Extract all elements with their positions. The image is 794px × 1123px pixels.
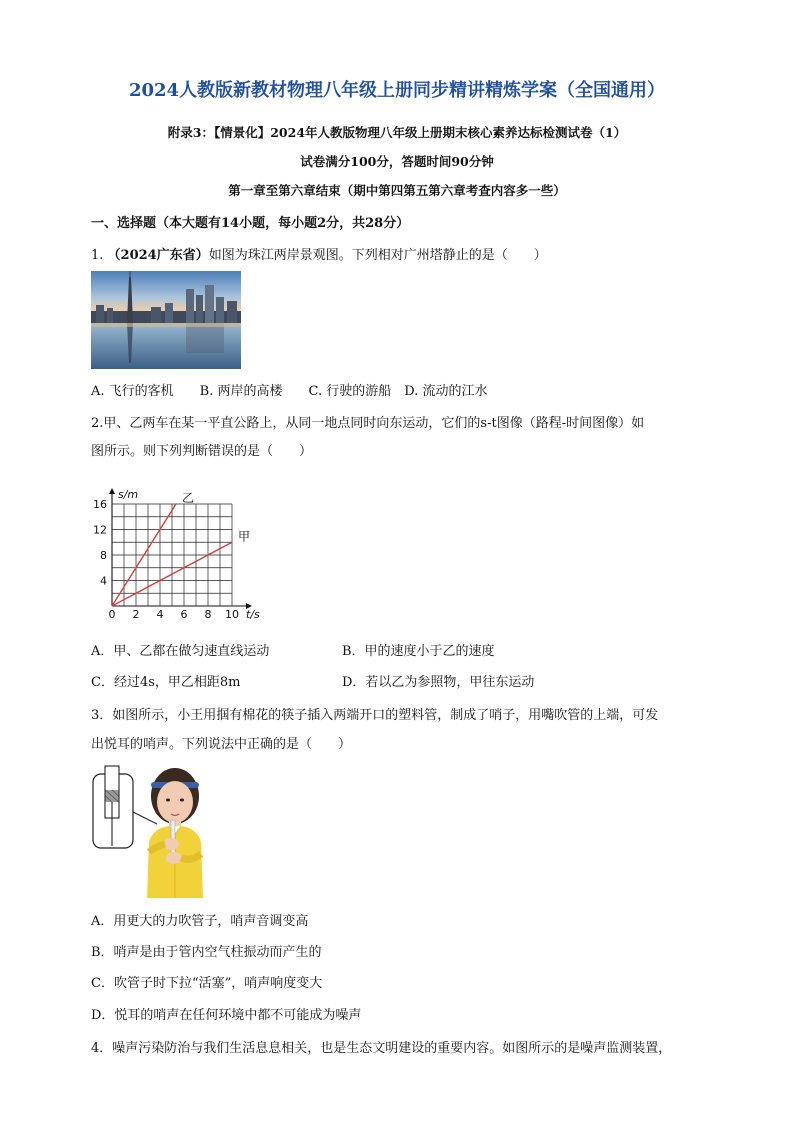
series-label: 乙 (181, 491, 194, 505)
question-2-line2: 图所示。则下列判断错误的是（ ） (91, 444, 313, 459)
question-number: 1. (91, 248, 104, 263)
y-axis-label: s/m (118, 488, 139, 501)
question-1 (91, 244, 547, 263)
y-axis-arrow (109, 488, 115, 494)
q3-option-b: B．哨声是由于管内空气柱振动而产生的 (91, 945, 322, 960)
q3-option-c: C．吹管子时下拉“活塞”，哨声响度变大 (91, 976, 323, 991)
option-c: C．经过4s，甲乙相距8m (91, 675, 241, 690)
question-3-line1: 3．如图所示，小王用掴有棉花的筷子插入两端开口的塑料管，制成了哨子，用嘴吹管的上端，可发 (91, 708, 659, 723)
y-tick-label: 12 (93, 523, 107, 537)
st-graph-svg (88, 470, 278, 620)
option-a: A．甲、乙都在做匀速直线运动 (91, 644, 270, 659)
q3-option-d: D．悦耳的哨声在任何环境中都不可能成为噪声 (91, 1008, 362, 1023)
question-1-options: A. 飞行的客机 B. 两岸的高楼 C. 行驶的游船 D. 流动的江水 (91, 384, 488, 399)
option-b: B．甲的速度小于乙的速度 (342, 644, 495, 659)
question-text-line1: 甲、乙两车在某一平直公路上，从同一地点同时向东运动，它们的s-t图像（路程-时间图像）如 (103, 416, 645, 431)
appendix-heading: 附录3：【情景化】2024年人教版物理八年级上册期末核心素养达标检测试卷（1） (167, 125, 627, 140)
section-heading: 一、选择题（本大题有14小题，每小题2分，共28分） (91, 216, 410, 231)
question-source-tag: （2024广东省） (107, 248, 209, 263)
whistle-girl-illustration (91, 762, 226, 898)
question-number: 2. (91, 416, 104, 431)
x-tick-label: 4 (156, 608, 164, 620)
y-tick-label: 8 (100, 549, 107, 562)
series-label: 甲 (238, 529, 251, 544)
question-2 (91, 412, 644, 431)
x-axis-label: t/s (246, 608, 260, 620)
exam-meta: 试卷满分100分，答题时间90分钟 (300, 154, 494, 169)
question-text: 如图为珠江两岸景观图。下列相对广州塔静止的是（ ） (208, 248, 547, 263)
st-chart (88, 470, 278, 620)
x-tick-label: 8 (204, 608, 212, 620)
x-tick-label: 2 (132, 608, 140, 620)
y-tick-label: 16 (93, 498, 107, 511)
question-4-line1: 4．噪声污染防治与我们生活息息相关，也是生态文明建设的重要内容。如图所示的是噪声监测装置， (91, 1041, 672, 1056)
x-tick-label: 6 (180, 608, 188, 620)
exam-scope: 第一章至第六章结束（期中第四第五第六章考查内容多一些） (228, 183, 566, 198)
pearl-river-photo (91, 271, 241, 369)
x-tick-label: 0 (108, 608, 116, 620)
x-tick-label: 10 (225, 608, 239, 620)
document-title: 2024人教版新教材物理八年级上册同步精讲精炼学案（全国通用） (128, 80, 666, 101)
option-d: D．若以乙为参照物，甲往东运动 (342, 675, 535, 690)
q3-option-a: A．用更大的力吹管子，哨声音调变高 (91, 914, 309, 929)
y-tick-label: 4 (100, 574, 107, 588)
question-3-line2: 出悦耳的哨声。下列说法中正确的是（ ） (91, 737, 352, 752)
